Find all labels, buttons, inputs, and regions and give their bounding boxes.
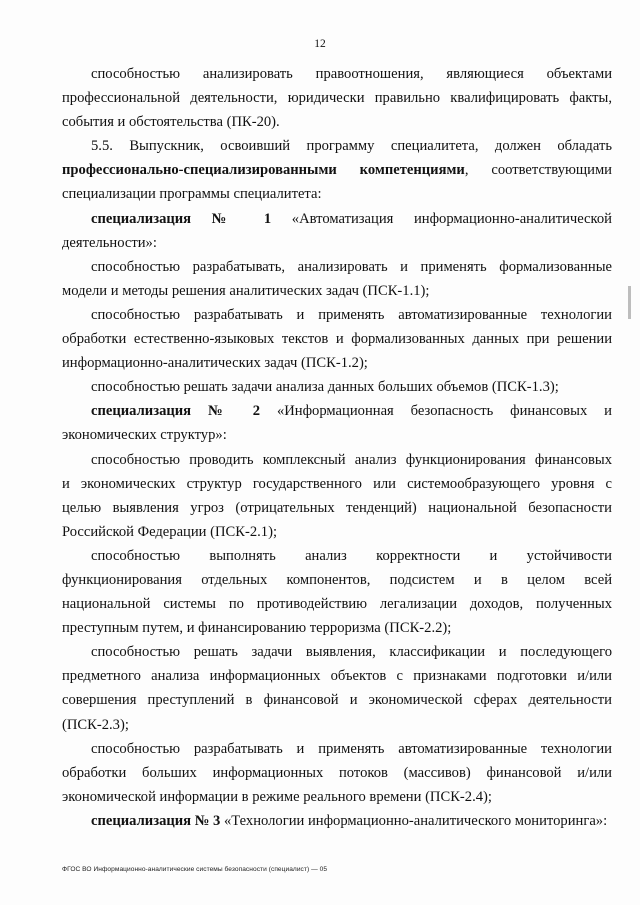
text-line: способностью разрабатывать и применять автоматизированные технологии bbox=[91, 306, 612, 323]
text-line: способностью разрабатывать, анализировать и применять формализованные bbox=[91, 258, 612, 275]
bold-term: специализация № 2 bbox=[91, 403, 261, 420]
competency-psk-2-2 bbox=[62, 544, 612, 640]
text-line: национальной системы по противодействию легализации доходов, полученных bbox=[62, 596, 612, 613]
text-line: и экономических структур государственного или системообразующего уровня с bbox=[62, 475, 612, 492]
text-line: модели и методы решения аналитических задач (ПСК-1.1); bbox=[62, 282, 430, 299]
text-line: профессиональной деятельности, юридически правильно квалифицировать факты, bbox=[62, 90, 612, 107]
page-number: 12 bbox=[314, 38, 326, 50]
text-line: функционирования отдельных компонентов, подсистем и в целом всей bbox=[62, 571, 612, 588]
specialization-3-heading bbox=[62, 809, 612, 833]
text-line: Российской Федерации (ПСК-2.1); bbox=[62, 523, 278, 540]
text-line: преступным путем, и финансированию терроризма (ПСК-2.2); bbox=[62, 620, 452, 637]
text-line: (ПСК-2.3); bbox=[62, 716, 129, 733]
text-line: обработки больших информационных потоков (массивов) финансовой и/или bbox=[62, 764, 612, 781]
competency-psk-1-1 bbox=[62, 255, 612, 303]
specialization-2-heading bbox=[62, 399, 612, 447]
text-line: совершения преступлений в финансовой и экономической сферах деятельности bbox=[62, 692, 612, 709]
text-line: специализация № 1 «Автоматизация информационно-аналитической bbox=[91, 210, 612, 227]
text-line: деятельности»: bbox=[62, 234, 157, 251]
text-line: способностью выполнять анализ корректности и устойчивости bbox=[91, 547, 612, 564]
scan-edge-mark bbox=[628, 286, 631, 319]
competency-psk-1-2 bbox=[62, 303, 612, 375]
competency-psk-2-3 bbox=[62, 640, 612, 736]
paragraph-5-5 bbox=[62, 134, 612, 206]
document-footer: ФГОС ВО Информационно-аналитические системы безопасности (специалист) — 05 bbox=[62, 866, 328, 873]
text-line: специализация № 3 «Технологии информационно-аналитического мониторинга»: bbox=[91, 812, 608, 829]
paragraph-pk-20 bbox=[62, 62, 612, 134]
text-line: целью выявления угроз (отрицательных тенденций) национальной безопасности bbox=[62, 499, 612, 516]
text-line: события и обстоятельства (ПК-20). bbox=[62, 114, 280, 131]
bold-term: профессионально-специализированными компетенциями bbox=[62, 162, 465, 179]
text-line: профессионально-специализированными компетенциями, соответствующими bbox=[62, 162, 612, 179]
text-line: информационно-аналитических задач (ПСК-1.2); bbox=[62, 355, 368, 372]
bold-term: специализация № 1 bbox=[91, 210, 272, 227]
text-line: способностью разрабатывать и применять автоматизированные технологии bbox=[91, 740, 612, 757]
document-body bbox=[62, 62, 612, 833]
bold-term: специализация № 3 bbox=[91, 812, 221, 829]
text-line: способностью проводить комплексный анализ функционирования финансовых bbox=[91, 451, 612, 468]
text-line: экономической информации в режиме реального времени (ПСК-2.4); bbox=[62, 788, 492, 805]
text-line: предметного анализа информационных объектов с признаками подготовки и/или bbox=[62, 668, 612, 685]
text-line: способностью решать задачи выявления, классификации и последующего bbox=[91, 644, 612, 661]
text-line: специализация № 2 «Информационная безопасность финансовых и bbox=[91, 403, 612, 420]
competency-psk-2-4 bbox=[62, 737, 612, 809]
competency-psk-1-3 bbox=[62, 375, 612, 399]
specialization-1-heading bbox=[62, 207, 612, 255]
text-line: способностью решать задачи анализа данных больших объемов (ПСК-1.3); bbox=[91, 379, 559, 396]
competency-psk-2-1 bbox=[62, 448, 612, 544]
text-line: обработки естественно-языковых текстов и формализованных данных при решении bbox=[62, 331, 612, 348]
text-line: экономических структур»: bbox=[62, 427, 227, 444]
text-line: специализации программы специалитета: bbox=[62, 186, 322, 203]
text-line: способностью анализировать правоотношения, являющиеся объектами bbox=[91, 66, 612, 82]
text-line: 5.5. Выпускник, освоивший программу специалитета, должен обладать bbox=[91, 138, 612, 155]
